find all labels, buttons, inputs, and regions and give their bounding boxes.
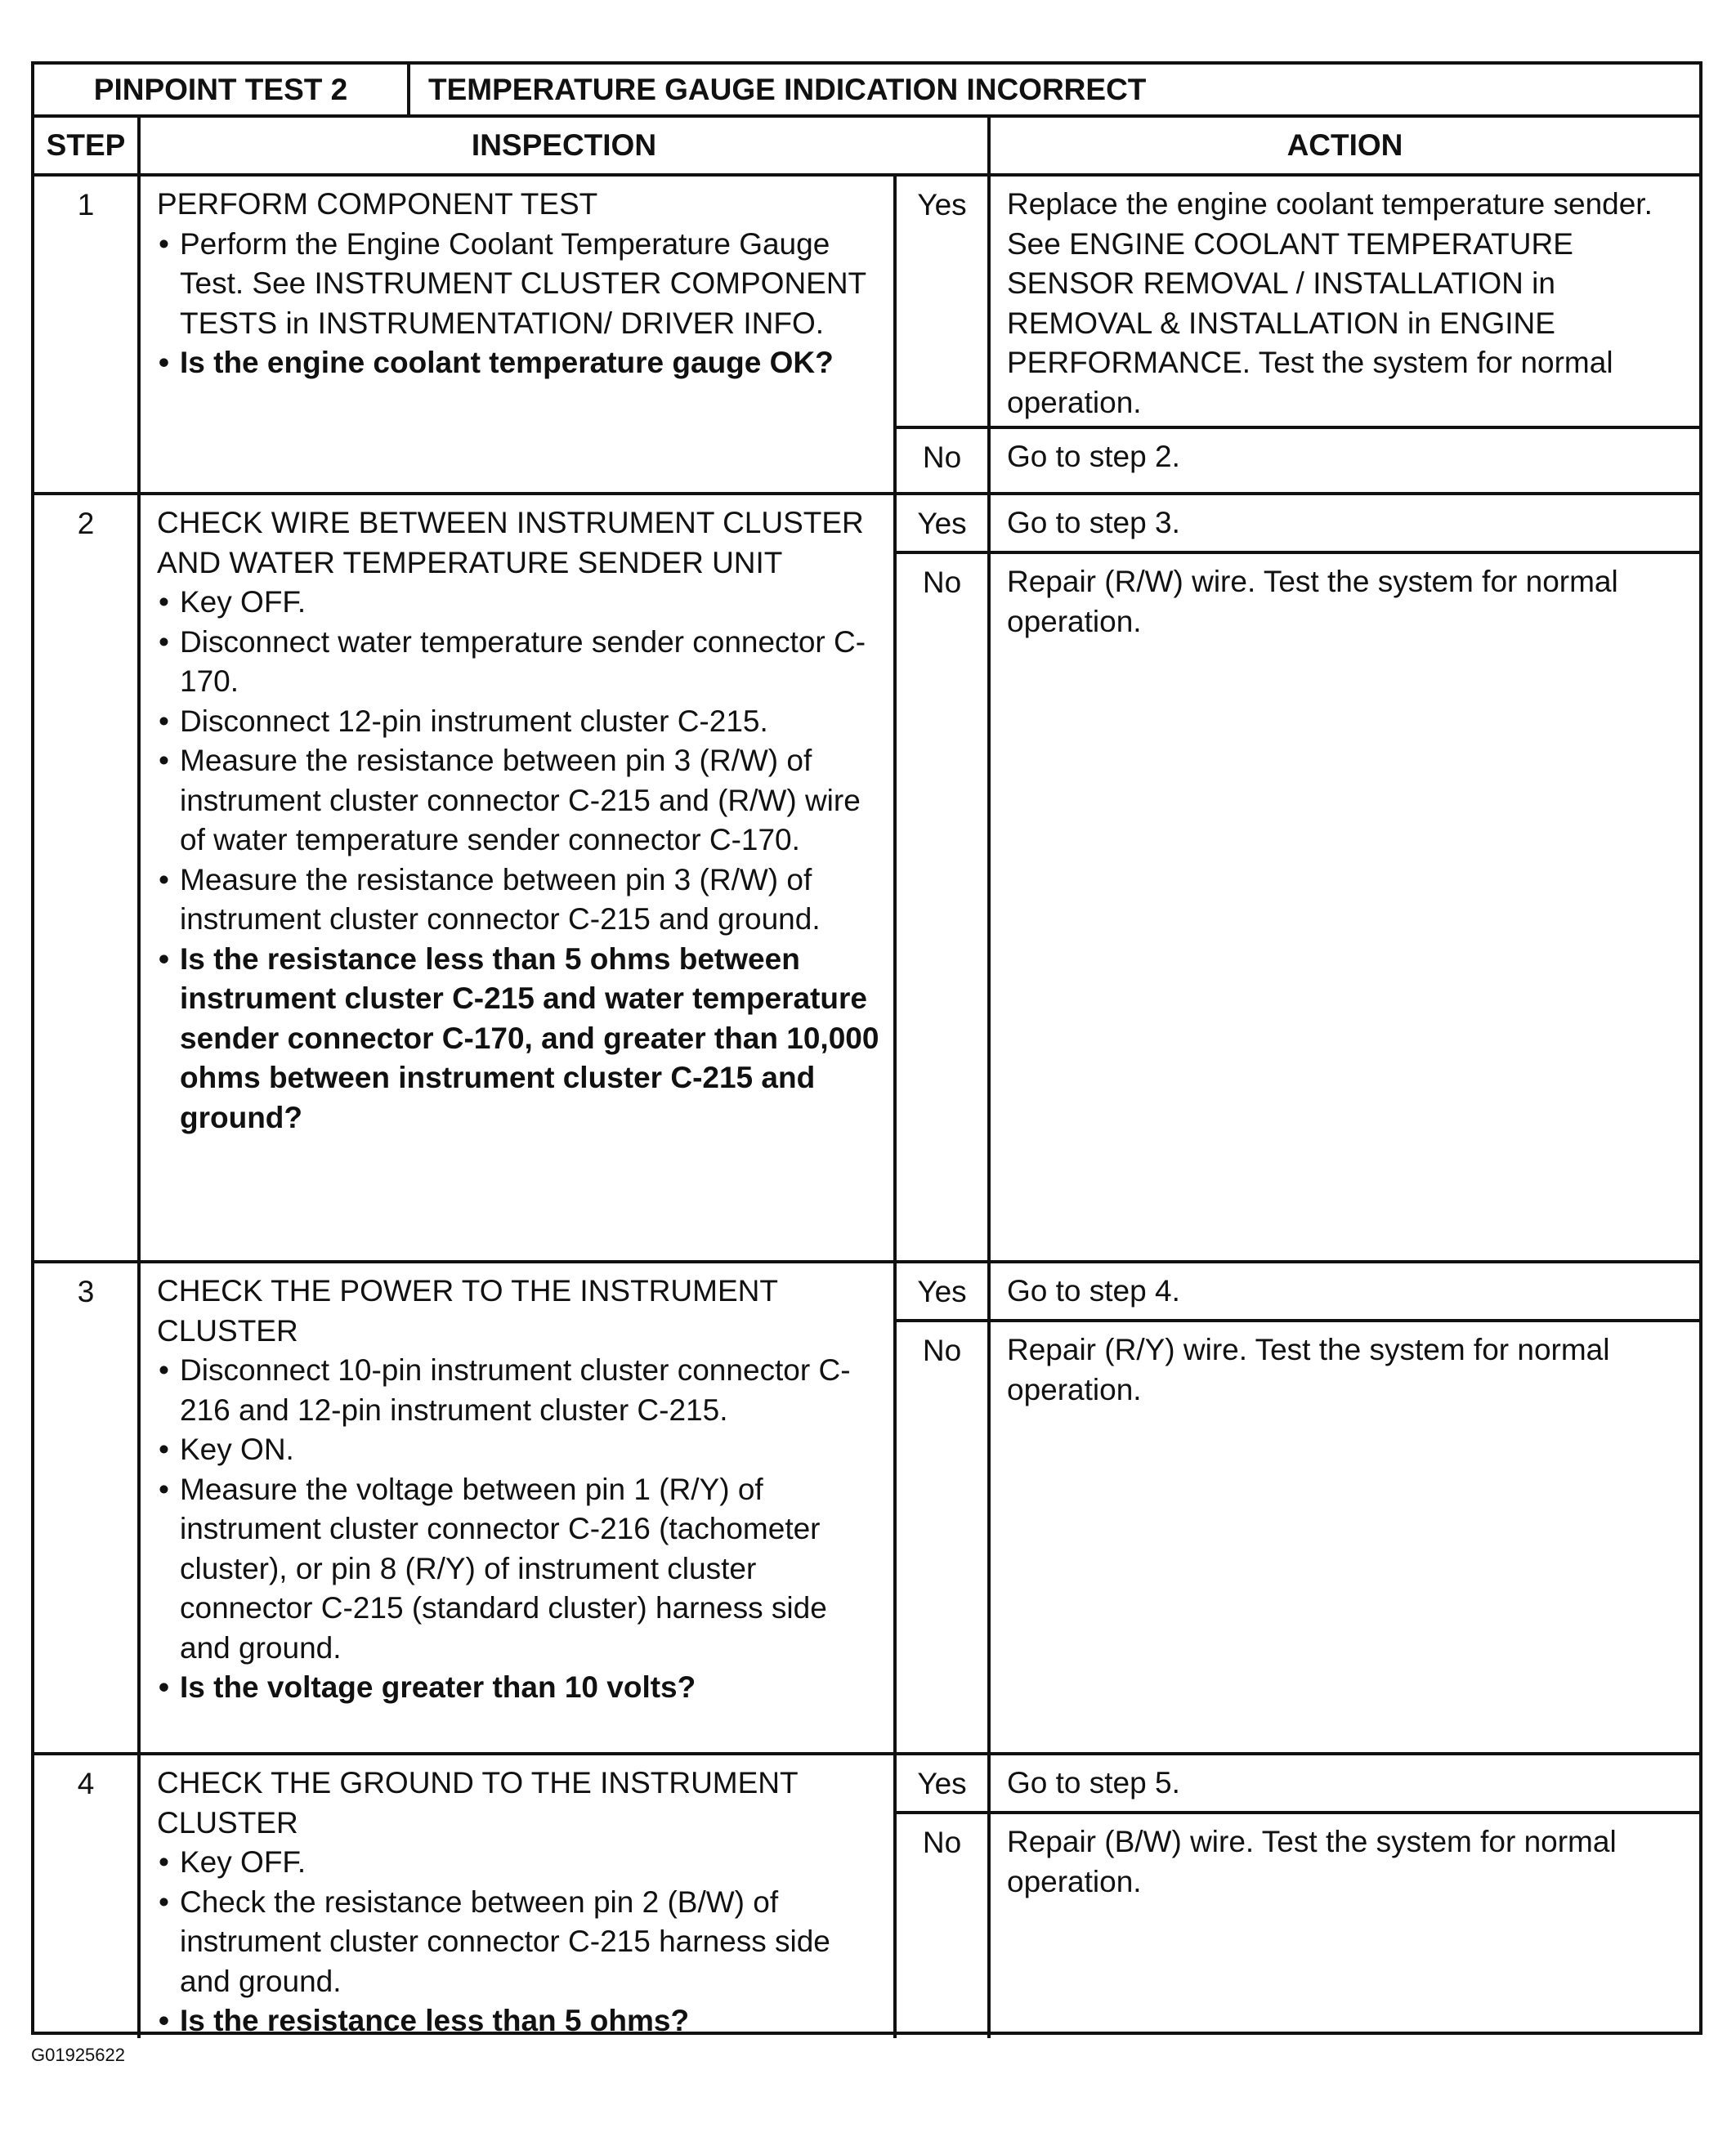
no-label: No (897, 1322, 991, 1752)
yes-action: Go to step 3. (1007, 506, 1180, 539)
inspection-cell (141, 1755, 897, 2038)
step-number: 2 (34, 495, 141, 1260)
no-response (897, 554, 1699, 1260)
response-column (897, 495, 1699, 1260)
header-step: STEP (34, 118, 141, 173)
pinpoint-test-table (31, 61, 1702, 2035)
yes-label: Yes (897, 1755, 991, 1811)
inspection-bullet: • Key ON. (157, 1430, 882, 1470)
step-row (34, 495, 1699, 1263)
response-column (897, 1755, 1699, 2038)
step-number: 4 (34, 1755, 141, 2038)
step-row (34, 1755, 1699, 2038)
step-row (34, 1263, 1699, 1755)
no-response (897, 1322, 1699, 1752)
figure-code: G01925622 (31, 2045, 125, 2065)
yes-action: Go to step 5. (1007, 1766, 1180, 1799)
inspection-bullet: • Disconnect 10-pin instrument cluster connector C-216 and 12-pin instrument cluster C-215. (157, 1351, 882, 1430)
yes-response (897, 1263, 1699, 1322)
yes-response (897, 495, 1699, 554)
yes-response (897, 1755, 1699, 1814)
header-inspection: INSPECTION (141, 118, 991, 173)
test-label: PINPOINT TEST 2 (34, 65, 410, 114)
no-response (897, 429, 1699, 492)
inspection-question: • Is the engine coolant temperature gauge OK? (157, 343, 882, 383)
inspection-cell (141, 1263, 897, 1752)
column-header-row (34, 118, 1699, 177)
inspection-question: • Is the resistance less than 5 ohms? (157, 2001, 882, 2041)
yes-label: Yes (897, 177, 991, 426)
yes-action: Go to step 4. (1007, 1274, 1180, 1308)
inspection-bullet: • Measure the voltage between pin 1 (R/Y) of instrument cluster connector C-216 (tachometer cluster), or pin 8 (R/Y) of instrument cluster connector C-215 (standard cluster) harness side and ground. (157, 1470, 882, 1669)
inspection-cell (141, 495, 897, 1260)
yes-label: Yes (897, 1263, 991, 1319)
inspection-bullet: • Key OFF. (157, 1843, 882, 1883)
inspection-bullet: • Check the resistance between pin 2 (B/W) of instrument cluster connector C-215 harness side and ground. (157, 1883, 882, 2002)
test-title: TEMPERATURE GAUGE INDICATION INCORRECT (428, 72, 1147, 106)
yes-action: Replace the engine coolant temperature sender. See ENGINE COOLANT TEMPERATURE SENSOR REMOVAL / INSTALLATION in REMOVAL & INSTALLATION in ENGINE PERFORMANCE. Test the system for normal operation. (1007, 187, 1653, 419)
inspection-bullet: • Key OFF. (157, 583, 882, 623)
step-heading: CHECK THE GROUND TO THE INSTRUMENT CLUSTER (157, 1766, 798, 1840)
inspection-bullet: • Measure the resistance between pin 3 (R/W) of instrument cluster connector C-215 and ground. (157, 861, 882, 940)
yes-response (897, 177, 1699, 429)
step-row (34, 177, 1699, 495)
no-action: Repair (R/Y) wire. Test the system for normal operation. (1007, 1333, 1610, 1406)
response-column (897, 1263, 1699, 1752)
header-action: ACTION (1286, 128, 1403, 162)
inspection-bullet: • Disconnect water temperature sender connector C-170. (157, 623, 882, 702)
no-response (897, 1814, 1699, 2038)
no-action: Go to step 2. (1007, 440, 1180, 473)
step-heading: PERFORM COMPONENT TEST (157, 187, 598, 221)
response-column (897, 177, 1699, 492)
no-label: No (897, 1814, 991, 2038)
no-label: No (897, 429, 991, 492)
step-heading: CHECK THE POWER TO THE INSTRUMENT CLUSTER (157, 1274, 778, 1348)
no-action: Repair (R/W) wire. Test the system for normal operation. (1007, 565, 1618, 638)
step-number: 1 (34, 177, 141, 492)
inspection-question: • Is the voltage greater than 10 volts? (157, 1668, 882, 1708)
inspection-bullet: • Measure the resistance between pin 3 (R/W) of instrument cluster connector C-215 and (R/W) wire of water temperature sender connector C-170. (157, 741, 882, 861)
no-label: No (897, 554, 991, 1260)
step-number: 3 (34, 1263, 141, 1752)
inspection-bullet: • Disconnect 12-pin instrument cluster C-215. (157, 702, 882, 742)
no-action: Repair (B/W) wire. Test the system for normal operation. (1007, 1825, 1617, 1898)
inspection-bullet: • Perform the Engine Coolant Temperature Gauge Test. See INSTRUMENT CLUSTER COMPONENT TESTS in INSTRUMENTATION/ DRIVER INFO. (157, 225, 882, 344)
inspection-question: • Is the resistance less than 5 ohms between instrument cluster C-215 and water temperature sender connector C-170, and greater than 10,000 ohms between instrument cluster C-215 and ground? (157, 940, 882, 1138)
inspection-cell (141, 177, 897, 492)
step-heading: CHECK WIRE BETWEEN INSTRUMENT CLUSTER AND WATER TEMPERATURE SENDER UNIT (157, 506, 864, 579)
yes-label: Yes (897, 495, 991, 551)
title-row (34, 65, 1699, 118)
